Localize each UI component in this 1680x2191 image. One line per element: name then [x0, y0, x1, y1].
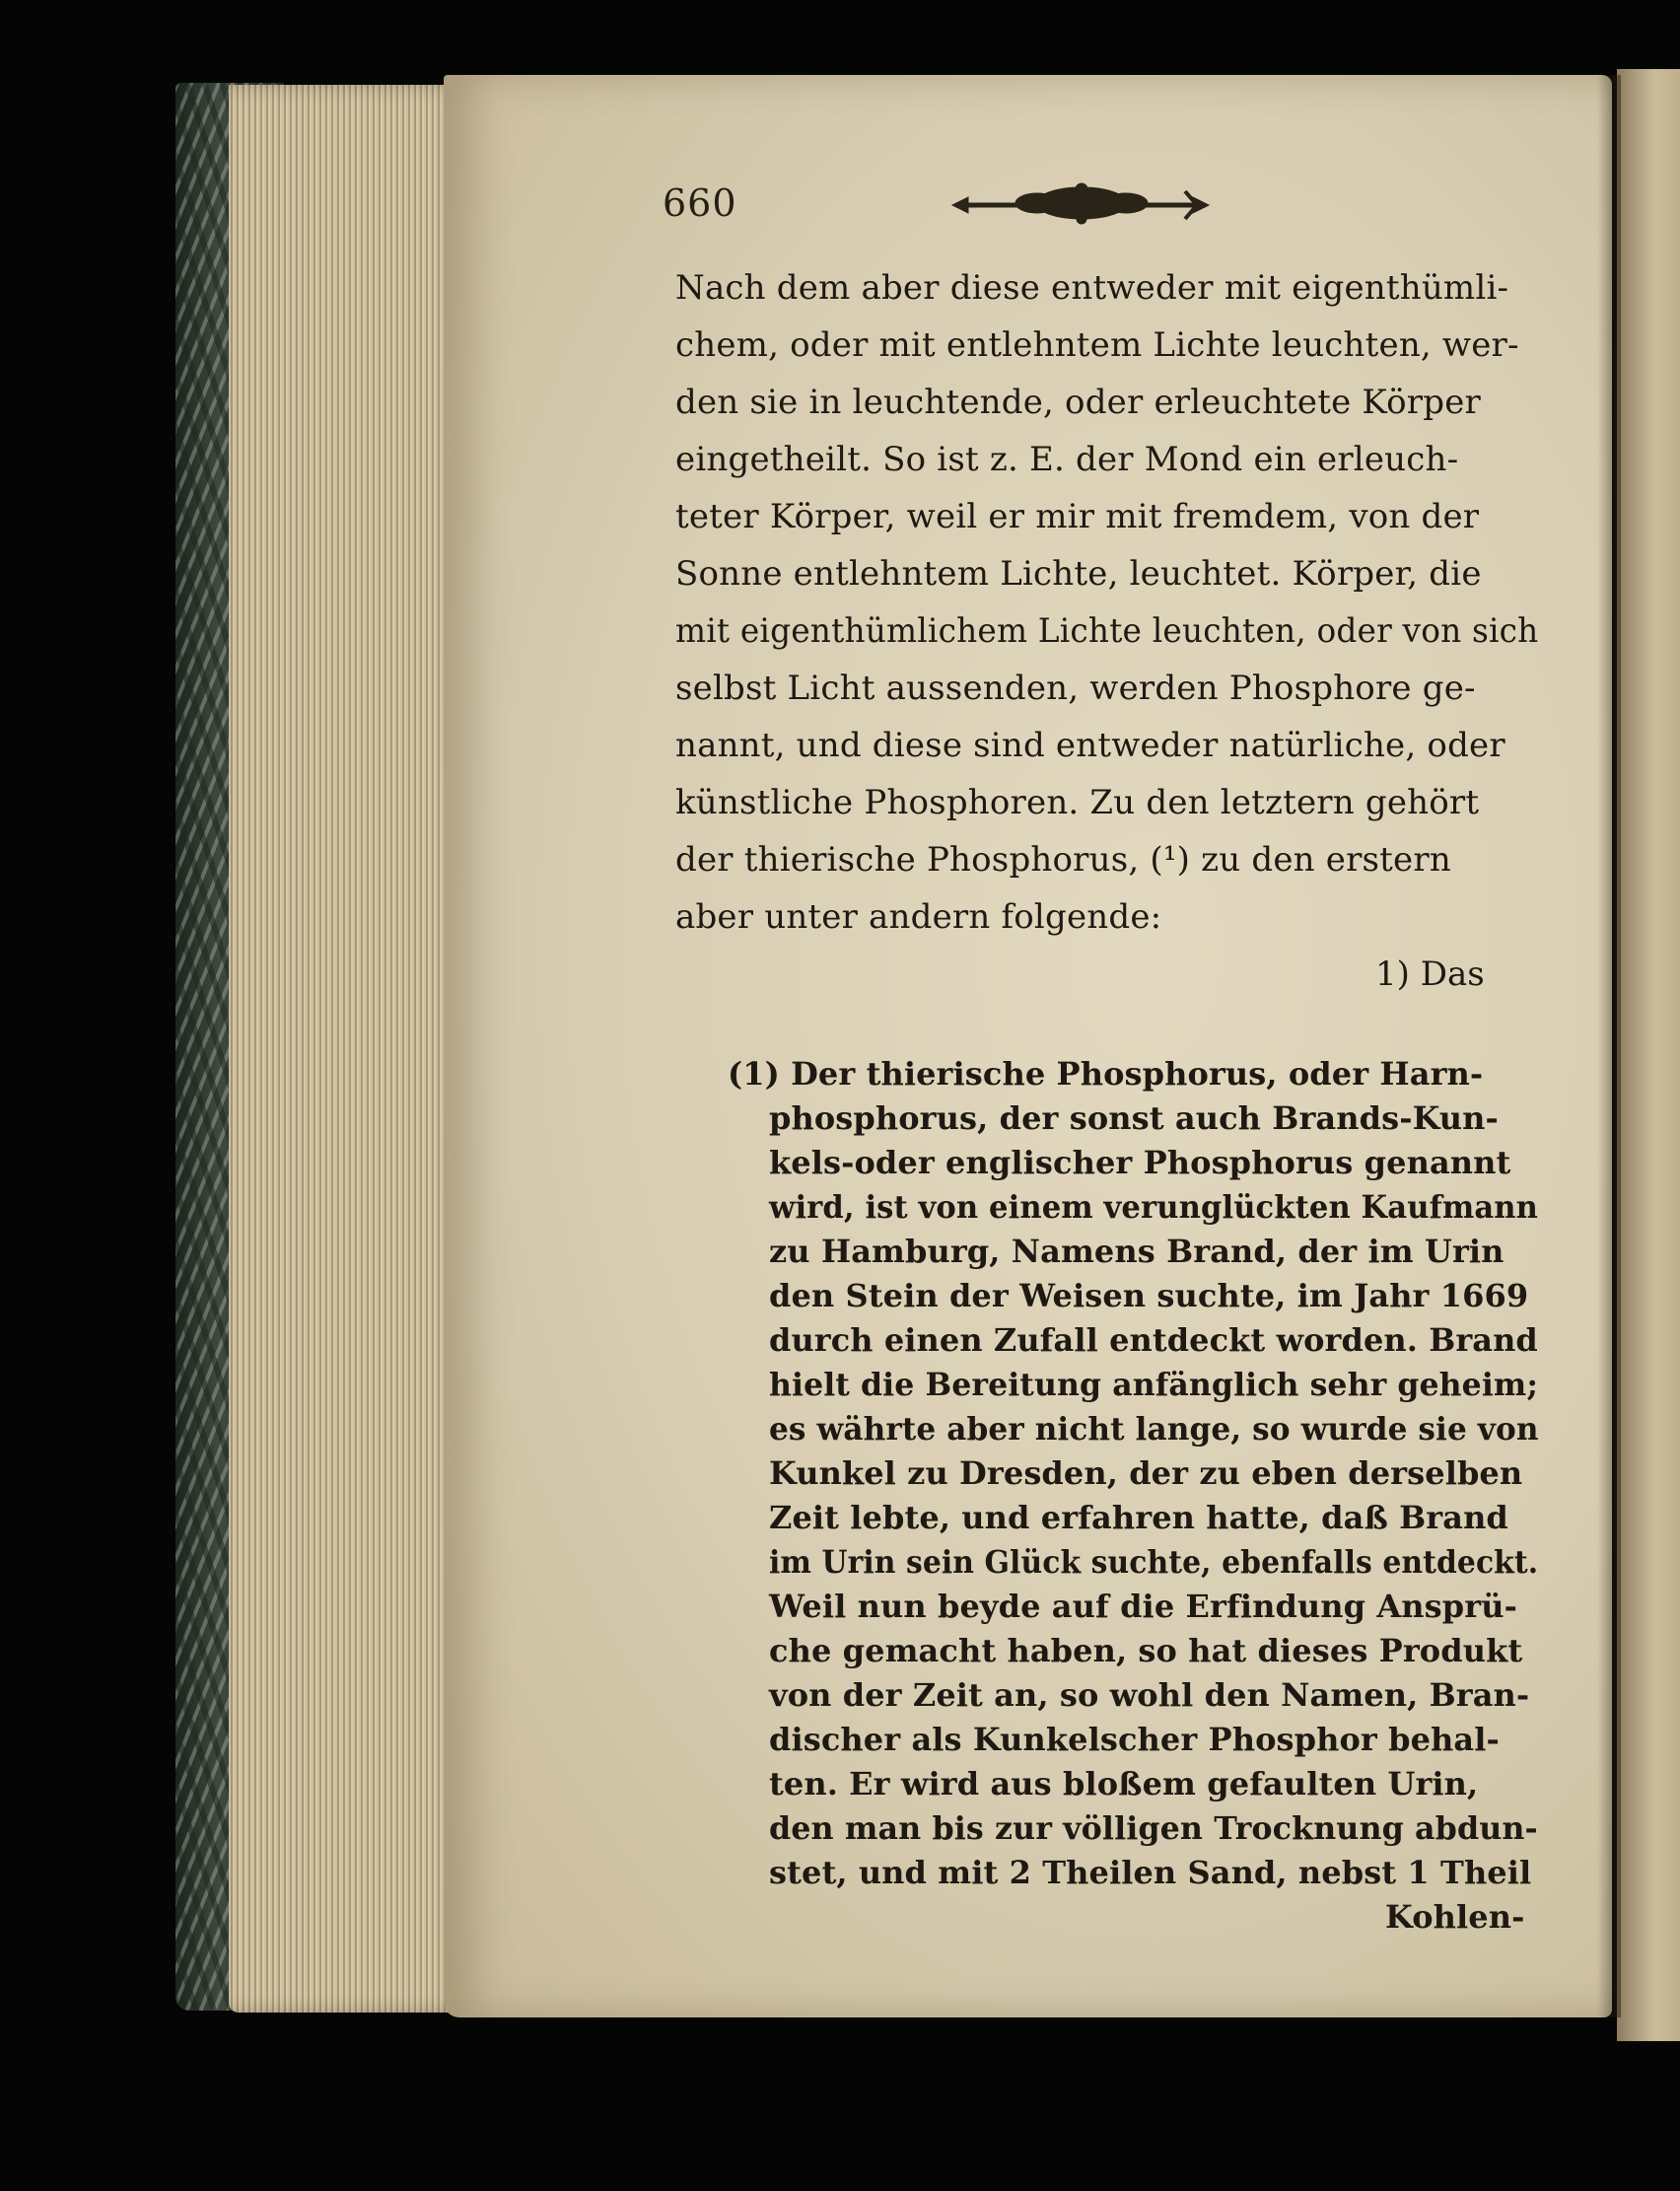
footnote-line: von der Zeit an, so wohl den Namen, Bran-	[769, 1676, 1530, 1714]
footnote-line: den Stein der Weisen suchte, im Jahr 1669	[769, 1277, 1529, 1314]
gutter-shadow	[1597, 75, 1621, 2017]
footnote-line: che gemacht haben, so hat dieses Produkt	[769, 1632, 1523, 1669]
footnote-line: wird, ist von einem verunglückten Kaufmann	[769, 1188, 1538, 1226]
footnote-line: zu Hamburg, Namens Brand, der im Urin	[769, 1233, 1505, 1270]
footnote-line: durch einen Zufall entdeckt worden. Brand	[769, 1321, 1538, 1359]
page-number: 660	[663, 181, 737, 225]
ornament-icon	[948, 181, 1215, 227]
main-text-line: Nach dem aber diese entweder mit eigenthümli-	[675, 268, 1509, 308]
footnote-line: ten. Er wird aus bloßem gefaulten Urin,	[769, 1765, 1479, 1802]
page-edges	[229, 85, 465, 2013]
footnote-catchword: Kohlen-	[1385, 1898, 1525, 1936]
footnote-line: hielt die Bereitung anfänglich sehr geheim;	[769, 1366, 1539, 1403]
facing-page	[1617, 69, 1680, 2041]
footnote-line: discher als Kunkelscher Phosphor behal-	[769, 1721, 1500, 1758]
footnote-line: im Urin sein Glück suchte, ebenfalls entdeckt.	[769, 1543, 1539, 1581]
main-text-line: teter Körper, weil er mir mit fremdem, von der	[675, 497, 1480, 536]
footnote-line: (1) Der thierische Phosphorus, oder Harn-	[728, 1055, 1484, 1093]
main-text-line: aber unter andern folgende:	[675, 897, 1162, 937]
running-head	[663, 176, 1215, 235]
footnote-line: Zeit lebte, und erfahren hatte, daß Brand	[769, 1499, 1508, 1536]
catchword: 1) Das	[1375, 954, 1485, 994]
main-text-line: selbst Licht aussenden, werden Phosphore ge-	[675, 669, 1476, 708]
main-text-line: eingetheilt. So ist z. E. der Mond ein erleuch-	[675, 440, 1459, 479]
footnote-line: Kunkel zu Dresden, der zu eben derselben	[769, 1454, 1523, 1492]
footnote-line: stet, und mit 2 Theilen Sand, nebst 1 Theil	[769, 1854, 1532, 1891]
main-text-line: Sonne entlehntem Lichte, leuchtet. Körper, die	[675, 554, 1482, 594]
main-text-line: nannt, und diese sind entweder natürliche, oder	[675, 726, 1505, 765]
main-text-line: chem, oder mit entlehntem Lichte leuchten, wer-	[675, 325, 1519, 365]
main-text-line: den sie in leuchtende, oder erleuchtete Körper	[675, 383, 1481, 422]
main-text-line: künstliche Phosphoren. Zu den letztern gehört	[675, 783, 1480, 822]
footnote-line: Weil nun beyde auf die Erfindung Ansprü-	[769, 1588, 1517, 1625]
footnote-line: den man bis zur völligen Trocknung abdun-	[769, 1809, 1538, 1847]
main-text-line: mit eigenthümlichem Lichte leuchten, oder von sich	[675, 611, 1539, 651]
footnote-line: es währte aber nicht lange, so wurde sie von	[769, 1410, 1539, 1448]
footnote-line: phosphorus, der sonst auch Brands-Kun-	[769, 1099, 1499, 1137]
footnote-line: kels-oder englischer Phosphorus genannt	[769, 1144, 1511, 1181]
main-text-line: der thierische Phosphorus, (¹) zu den erstern	[675, 840, 1451, 880]
